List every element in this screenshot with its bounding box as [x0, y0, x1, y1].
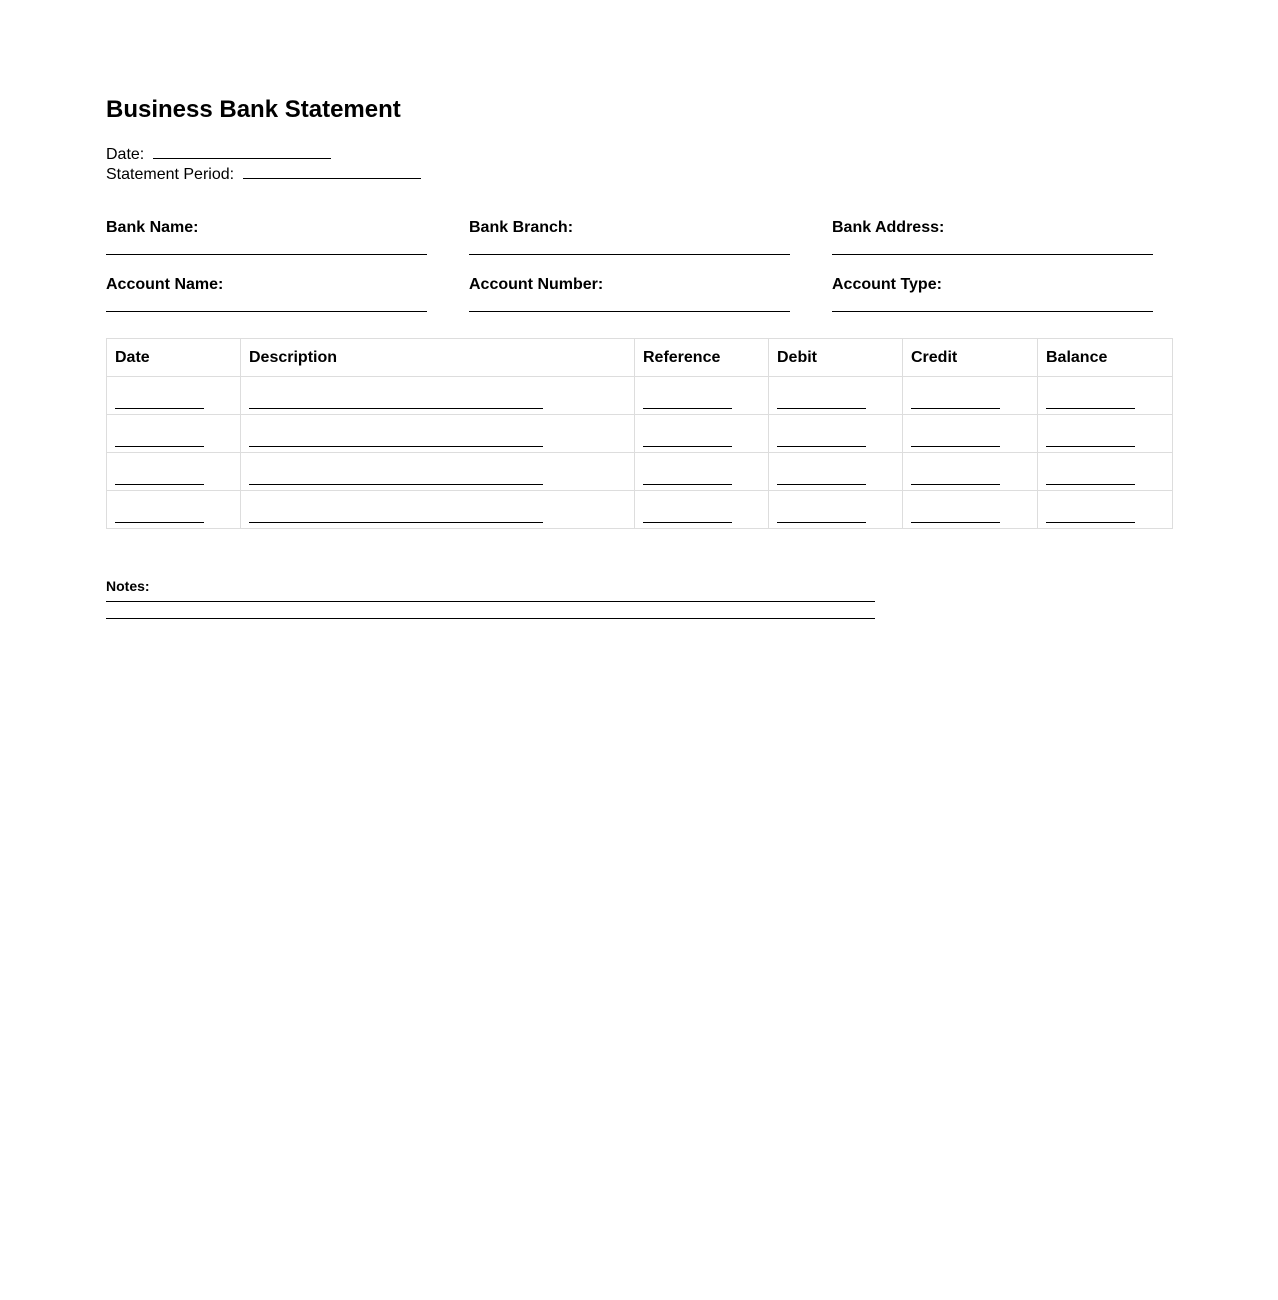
statement-period-row: [106, 164, 1172, 184]
field-account-number: [469, 275, 790, 312]
cell-description: [241, 415, 635, 453]
field-label: Account Type:: [832, 276, 942, 293]
description-blank-field[interactable]: [249, 522, 543, 523]
credit-blank-field[interactable]: [911, 446, 1000, 447]
page-title: Business Bank Statement: [106, 96, 401, 123]
reference-blank-field[interactable]: [643, 446, 732, 447]
reference-blank-field[interactable]: [643, 522, 732, 523]
cell-debit: [769, 491, 903, 529]
cell-credit: [903, 415, 1038, 453]
cell-reference: [635, 415, 769, 453]
cell-debit: [769, 377, 903, 415]
bank-address-blank-field[interactable]: [832, 254, 1153, 255]
cell-description: [241, 491, 635, 529]
debit-blank-field[interactable]: [777, 408, 866, 409]
description-blank-field[interactable]: [249, 408, 543, 409]
statement-period-blank-field[interactable]: [243, 164, 421, 179]
cell-date: [107, 415, 241, 453]
column-header-debit: Debit: [769, 339, 903, 377]
cell-credit: [903, 377, 1038, 415]
debit-blank-field[interactable]: [777, 522, 866, 523]
table-row: [107, 377, 1173, 415]
account-type-blank-field[interactable]: [832, 311, 1153, 312]
bank-statement-page: [106, 94, 1172, 619]
table-header-row: [107, 339, 1173, 377]
field-label: Bank Branch:: [469, 219, 574, 236]
cell-balance: [1038, 491, 1173, 529]
column-header-reference: Reference: [635, 339, 769, 377]
cell-debit: [769, 415, 903, 453]
credit-blank-field[interactable]: [911, 408, 1000, 409]
field-label: Bank Name:: [106, 219, 199, 236]
table-row: [107, 415, 1173, 453]
cell-date: [107, 377, 241, 415]
cell-date: [107, 491, 241, 529]
field-label: Account Name:: [106, 276, 224, 293]
balance-blank-field[interactable]: [1046, 484, 1135, 485]
date-blank-field[interactable]: [153, 144, 331, 159]
statement-meta: [106, 144, 1172, 184]
date-blank-field[interactable]: [115, 408, 204, 409]
field-label: Bank Address:: [832, 219, 945, 236]
cell-balance: [1038, 377, 1173, 415]
debit-blank-field[interactable]: [777, 484, 866, 485]
table-row: [107, 491, 1173, 529]
column-header-date: Date: [107, 339, 241, 377]
cell-balance: [1038, 415, 1173, 453]
cell-description: [241, 377, 635, 415]
cell-balance: [1038, 453, 1173, 491]
date-blank-field[interactable]: [115, 446, 204, 447]
cell-reference: [635, 491, 769, 529]
field-bank-name: [106, 218, 427, 255]
statement-period-label: Statement Period:: [106, 166, 235, 183]
reference-blank-field[interactable]: [643, 484, 732, 485]
date-label: Date:: [106, 146, 145, 163]
debit-blank-field[interactable]: [777, 446, 866, 447]
account-number-blank-field[interactable]: [469, 311, 790, 312]
field-account-name: [106, 275, 427, 312]
date-row: [106, 144, 1172, 164]
cell-description: [241, 453, 635, 491]
cell-credit: [903, 453, 1038, 491]
cell-reference: [635, 377, 769, 415]
field-account-type: [832, 275, 1153, 312]
notes-label: Notes:: [106, 578, 150, 594]
date-blank-field[interactable]: [115, 522, 204, 523]
description-blank-field[interactable]: [249, 484, 543, 485]
notes-blank-line[interactable]: [106, 618, 875, 619]
balance-blank-field[interactable]: [1046, 408, 1135, 409]
bank-branch-blank-field[interactable]: [469, 254, 790, 255]
cell-credit: [903, 491, 1038, 529]
bank-name-blank-field[interactable]: [106, 254, 427, 255]
balance-blank-field[interactable]: [1046, 522, 1135, 523]
table-row: [107, 453, 1173, 491]
description-blank-field[interactable]: [249, 446, 543, 447]
transactions-table: [106, 338, 1173, 529]
field-label: Account Number:: [469, 276, 604, 293]
date-blank-field[interactable]: [115, 484, 204, 485]
account-name-blank-field[interactable]: [106, 311, 427, 312]
reference-blank-field[interactable]: [643, 408, 732, 409]
field-bank-address: [832, 218, 1153, 255]
notes-blank-line[interactable]: [106, 601, 875, 602]
column-header-description: Description: [241, 339, 635, 377]
cell-reference: [635, 453, 769, 491]
column-header-balance: Balance: [1038, 339, 1173, 377]
cell-date: [107, 453, 241, 491]
balance-blank-field[interactable]: [1046, 446, 1135, 447]
credit-blank-field[interactable]: [911, 484, 1000, 485]
account-fields: [106, 218, 1172, 312]
notes-section: [106, 577, 1172, 619]
cell-debit: [769, 453, 903, 491]
column-header-credit: Credit: [903, 339, 1038, 377]
field-bank-branch: [469, 218, 790, 255]
credit-blank-field[interactable]: [911, 522, 1000, 523]
